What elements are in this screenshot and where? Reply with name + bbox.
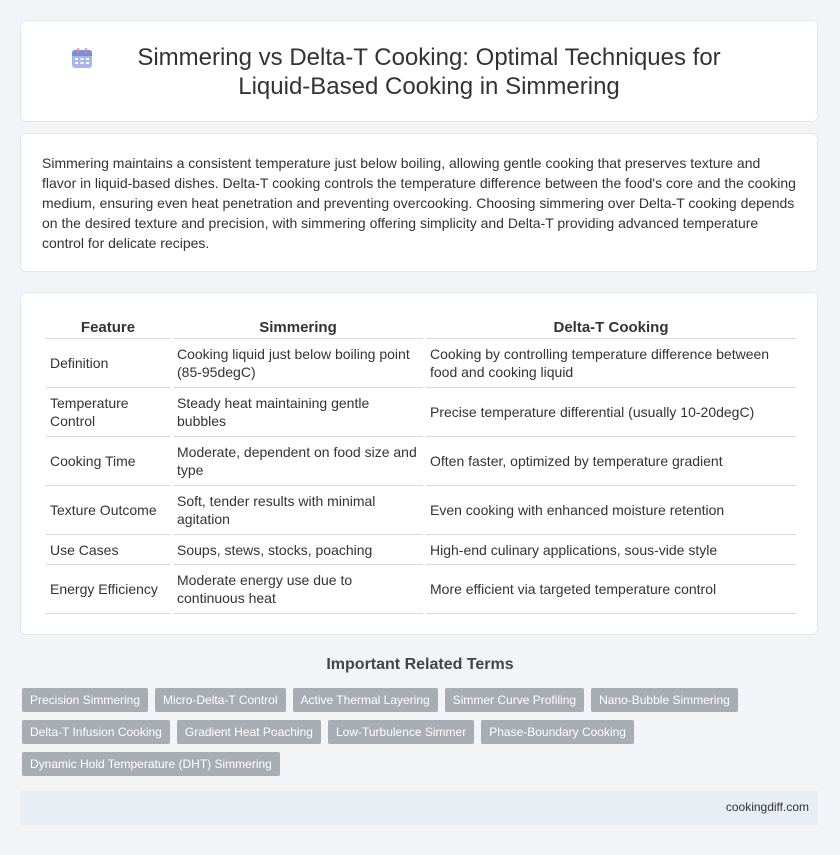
header-card	[20, 20, 818, 122]
comparison-table	[43, 316, 799, 614]
related-terms-list	[22, 688, 742, 776]
table-row	[46, 339, 796, 388]
related-terms-title: Important Related Terms	[326, 656, 514, 673]
tag-active-thermal-layering[interactable]: Active Thermal Layering	[293, 688, 438, 712]
table-cell: Steady heat maintaining gentle bubbles	[173, 388, 423, 437]
comparison-card	[20, 292, 818, 635]
tag-simmer-curve-profiling[interactable]: Simmer Curve Profiling	[445, 688, 584, 712]
table-cell: High-end culinary applications, sous-vide style	[426, 535, 796, 565]
footer	[20, 791, 818, 825]
tag-delta-t-infusion-cooking[interactable]: Delta-T Infusion Cooking	[22, 720, 170, 744]
title-wrap	[21, 43, 817, 101]
table-cell: Soups, stews, stocks, poaching	[173, 535, 423, 565]
tag-precision-simmering[interactable]: Precision Simmering	[22, 688, 148, 712]
table-row	[46, 437, 796, 486]
table-cell: Often faster, optimized by temperature gradient	[426, 437, 796, 486]
table-row	[46, 535, 796, 565]
column-header: Simmering	[173, 316, 423, 339]
page-title: Simmering vs Delta-T Cooking: Optimal Techniques for Liquid-Based Cooking in Simmering	[137, 44, 721, 100]
tag-micro-delta-t-control[interactable]: Micro-Delta-T Control	[155, 688, 285, 712]
table-row	[46, 486, 796, 535]
table-cell: Precise temperature differential (usually 10-20degC)	[426, 388, 796, 437]
table-row	[46, 565, 796, 614]
table-header-row	[46, 316, 796, 339]
tag-phase-boundary-cooking[interactable]: Phase-Boundary Cooking	[481, 720, 634, 744]
tag-dynamic-hold-temperature[interactable]: Dynamic Hold Temperature (DHT) Simmering	[22, 752, 280, 776]
column-header: Delta-T Cooking	[426, 316, 796, 339]
table-cell: Use Cases	[46, 535, 170, 565]
tag-low-turbulence-simmer[interactable]: Low-Turbulence Simmer	[328, 720, 474, 744]
tag-gradient-heat-poaching[interactable]: Gradient Heat Poaching	[177, 720, 321, 744]
table-cell: Moderate energy use due to continuous heat	[173, 565, 423, 614]
table-cell: Cooking liquid just below boiling point (85-95degC)	[173, 339, 423, 388]
table-cell: Energy Efficiency	[46, 565, 170, 614]
footer-site-link[interactable]: cookingdiff.com	[725, 800, 809, 814]
table-cell: Definition	[46, 339, 170, 388]
table-cell: Cooking Time	[46, 437, 170, 486]
table-cell: Temperature Control	[46, 388, 170, 437]
table-cell: Soft, tender results with minimal agitation	[173, 486, 423, 535]
column-header: Feature	[46, 316, 170, 339]
tag-nano-bubble-simmering[interactable]: Nano-Bubble Simmering	[591, 688, 738, 712]
table-cell: Texture Outcome	[46, 486, 170, 535]
intro-card	[20, 133, 818, 272]
table-cell: Cooking by controlling temperature difference between food and cooking liquid	[426, 339, 796, 388]
table-cell: Even cooking with enhanced moisture retention	[426, 486, 796, 535]
table-row	[46, 388, 796, 437]
table-cell: Moderate, dependent on food size and type	[173, 437, 423, 486]
table-cell: More efficient via targeted temperature control	[426, 565, 796, 614]
intro-paragraph: Simmering maintains a consistent temperature just below boiling, allowing gentle cooking that preserves texture and flavor in liquid-based dishes. Delta-T cooking controls the temperature difference between the food's core and the cooking medium, ensuring even heat penetration and preventing overcooking. Choosing simmering over Delta-T cooking depends on the desired texture and precision, with simmering offering simplicity and Delta-T providing advanced temperature control for delicate recipes.	[42, 155, 796, 251]
